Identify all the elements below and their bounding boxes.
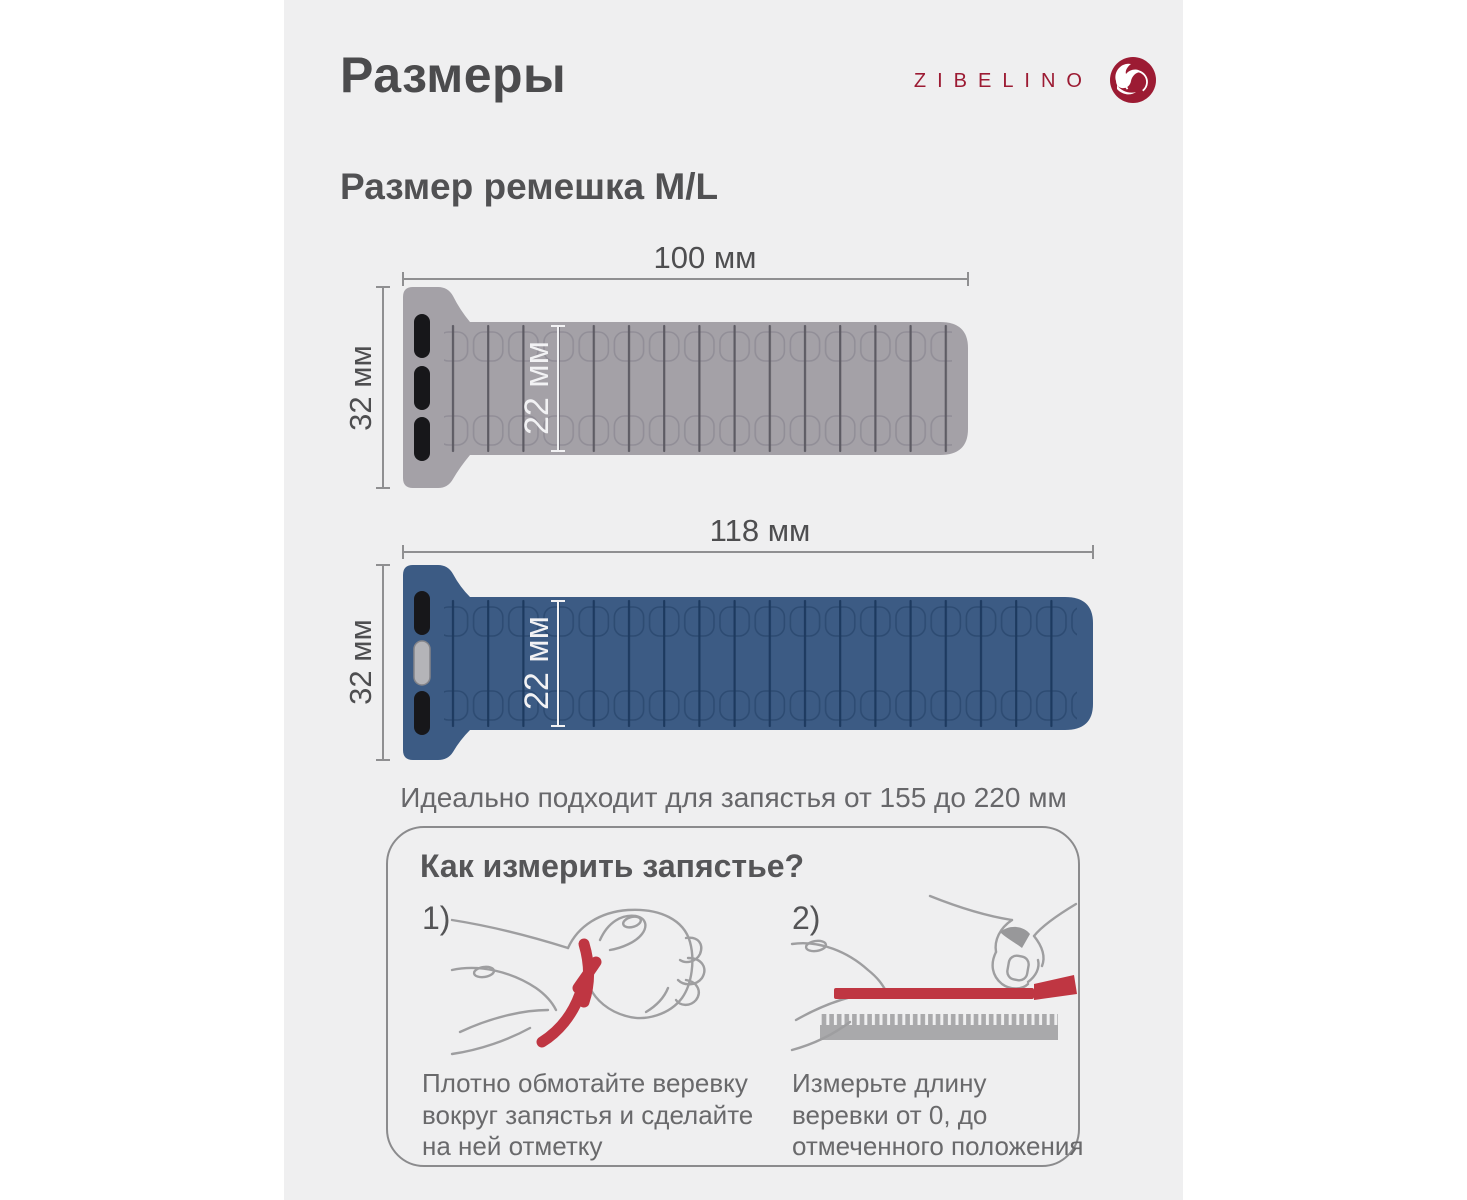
brand	[914, 56, 1157, 104]
lug-slot-metal	[414, 641, 430, 685]
watch-strap-blue	[403, 565, 1093, 760]
strap-size-subtitle: Размер ремешка M/L	[340, 166, 719, 207]
step-2-number: 2)	[792, 900, 821, 936]
width-dimension	[343, 287, 390, 488]
brand-logo-icon	[1109, 56, 1157, 104]
length-dimension-label: 100 мм	[653, 240, 757, 275]
step-1-caption: Плотно обмотайте веревку вокруг запястья и сделайте на ней отметку	[422, 1068, 754, 1162]
lug-slot	[414, 691, 430, 735]
width-dimension	[343, 565, 390, 760]
lug-width-dimension-label: 22 мм	[517, 615, 556, 711]
lug-width-dimension	[518, 326, 565, 451]
width-dimension-label: 32 мм	[342, 345, 378, 431]
gray-strap-diagram	[340, 238, 1000, 500]
blue-strap-diagram	[340, 508, 1120, 790]
lug-slot	[414, 417, 430, 461]
lug-slot	[414, 366, 430, 410]
rope-measure-illustration	[790, 894, 1078, 1066]
length-dimension	[403, 513, 1093, 559]
measure-guide-title: Как измерить запястье?	[420, 848, 805, 884]
lug-width-dimension	[518, 601, 565, 726]
step-1-number: 1)	[422, 900, 451, 936]
fit-note: Идеально подходит для запястья от 155 до 220 мм	[400, 782, 1067, 813]
width-dimension-label: 32 мм	[342, 619, 378, 705]
brand-wordmark: ZIBELINO	[913, 69, 1093, 92]
step-2-caption: Измерьте длину веревки от 0, до отмеченного положения	[792, 1068, 1084, 1162]
lug-width-dimension-label: 22 мм	[517, 340, 556, 436]
watch-strap-gray	[403, 287, 968, 488]
measure-guide-panel	[386, 826, 1084, 1167]
lug-slot	[414, 314, 430, 358]
page-title: Размеры	[340, 47, 567, 103]
lug-slot	[414, 591, 430, 635]
length-dimension	[403, 240, 968, 286]
wrist-wrap-illustration	[450, 894, 740, 1066]
rope	[834, 988, 1034, 999]
length-dimension-label: 118 мм	[709, 513, 811, 548]
infographic-card	[284, 0, 1183, 1200]
rope-end	[1034, 975, 1077, 1000]
